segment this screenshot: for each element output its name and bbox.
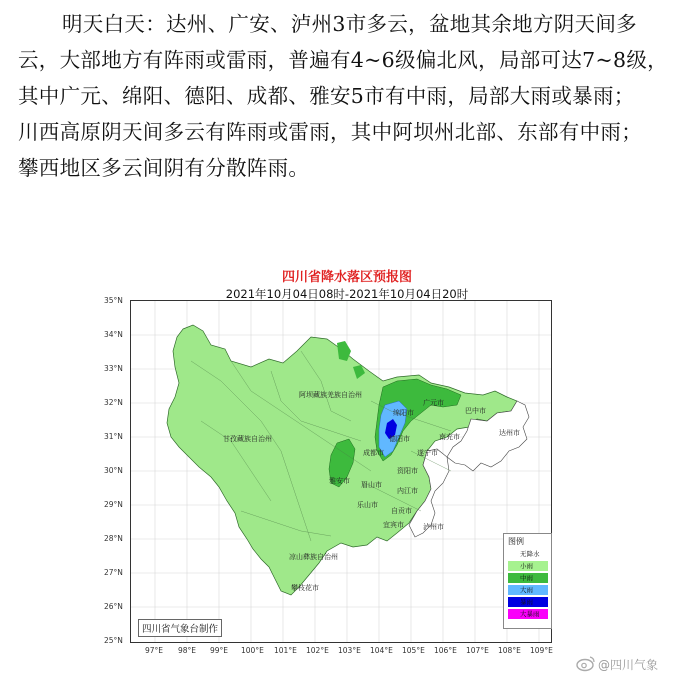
- lat-tick-label: 29°N: [104, 500, 123, 509]
- legend-label: 中雨: [520, 574, 533, 582]
- city-label-deyang: 德阳市: [389, 435, 410, 443]
- city-label-nanchong: 南充市: [439, 433, 460, 441]
- city-label-suining: 遂宁市: [417, 449, 438, 457]
- lon-tick-label: 101°E: [274, 646, 297, 655]
- lon-tick-label: 107°E: [466, 646, 489, 655]
- map-title: 四川省降水落区预报图: [281, 270, 412, 285]
- lon-tick-label: 105°E: [402, 646, 425, 655]
- legend-item: [508, 609, 548, 619]
- legend-label: 小雨: [520, 562, 533, 570]
- lon-tick-label: 109°E: [530, 646, 553, 655]
- city-label-yibin: 宜宾市: [383, 521, 404, 529]
- lat-tick-label: 32°N: [104, 398, 123, 407]
- lat-tick-label: 34°N: [104, 330, 123, 339]
- lon-tick-label: 97°E: [145, 646, 164, 655]
- legend-item: [508, 597, 548, 607]
- forecast-line: 云，大部地方有阵雨或雷雨，普遍有4~6级偏北风，局部可达7~8级，: [18, 48, 668, 72]
- region-label-liangshan: 凉山彝族自治州: [289, 553, 338, 561]
- city-label-dazhou: 达州市: [499, 429, 520, 437]
- legend-item: [508, 549, 548, 559]
- forecast-line: 攀西地区多云间阴有分散阵雨。: [18, 156, 310, 180]
- city-label-luzhou: 泸州市: [423, 523, 444, 531]
- legend-item: [508, 585, 548, 595]
- region-label-panzhihua: 攀枝花市: [291, 584, 319, 592]
- lon-tick-label: 102°E: [306, 646, 329, 655]
- weibo-icon: [576, 654, 596, 672]
- city-label-bazhong: 巴中市: [465, 407, 486, 415]
- region-label-aba: 阿坝藏族羌族自治州: [299, 391, 362, 399]
- lon-tick-label: 104°E: [370, 646, 393, 655]
- lat-tick-label: 33°N: [104, 364, 123, 373]
- legend-item: [508, 561, 548, 571]
- lat-tick-label: 26°N: [104, 602, 123, 611]
- city-label-meishan: 眉山市: [361, 481, 382, 489]
- forecast-line: 其中广元、绵阳、德阳、成都、雅安5市有中雨，局部大雨或暴雨；: [18, 84, 635, 108]
- map-legend: [503, 533, 552, 629]
- legend-title: 图例: [508, 537, 524, 546]
- city-label-leshan: 乐山市: [357, 501, 378, 509]
- forecast-paragraph: [18, 6, 682, 186]
- city-label-yaan: 雅安市: [329, 477, 350, 485]
- lat-tick-label: 25°N: [104, 636, 123, 645]
- lat-tick-label: 30°N: [104, 466, 123, 475]
- lat-tick-label: 31°N: [104, 432, 123, 441]
- map-subtitle: 2021年10月04日08时-2021年10月04日20时: [225, 287, 469, 301]
- forecast-line: 明天白天：达州、广安、泸州3市多云，盆地其余地方阴天间多: [62, 12, 637, 36]
- city-label-neijiang: 内江市: [397, 487, 418, 495]
- lon-tick-label: 108°E: [498, 646, 521, 655]
- weibo-watermark: @四川气象: [598, 658, 659, 672]
- forecast-line: 川西高原阴天间多云有阵雨或雷雨，其中阿坝州北部、东部有中雨；: [18, 120, 642, 144]
- lon-tick-label: 100°E: [241, 646, 264, 655]
- lon-tick-label: 99°E: [210, 646, 229, 655]
- legend-label: 大暴雨: [520, 610, 540, 618]
- city-label-ziyang: 资阳市: [397, 467, 418, 475]
- lon-tick-label: 103°E: [338, 646, 361, 655]
- legend-label: 大雨: [520, 586, 533, 594]
- lat-tick-label: 27°N: [104, 568, 123, 577]
- legend-label: 暴雨: [520, 598, 533, 606]
- city-label-mianyang: 绵阳市: [393, 409, 414, 417]
- lat-tick-label: 28°N: [104, 534, 123, 543]
- city-label-chengdu: 成都市: [363, 449, 384, 457]
- map-maker-label: 四川省气象台制作: [138, 619, 222, 637]
- city-label-guangyuan: 广元市: [423, 399, 444, 407]
- city-label-zigong: 自贡市: [391, 507, 412, 515]
- legend-label: 无降水: [520, 550, 540, 558]
- precipitation-map: [130, 300, 552, 643]
- map-canvas: [131, 301, 551, 642]
- lat-tick-label: 35°N: [104, 296, 123, 305]
- region-label-ganzi: 甘孜藏族自治州: [223, 435, 272, 443]
- lon-tick-label: 106°E: [434, 646, 457, 655]
- legend-item: [508, 573, 548, 583]
- lon-tick-label: 98°E: [178, 646, 197, 655]
